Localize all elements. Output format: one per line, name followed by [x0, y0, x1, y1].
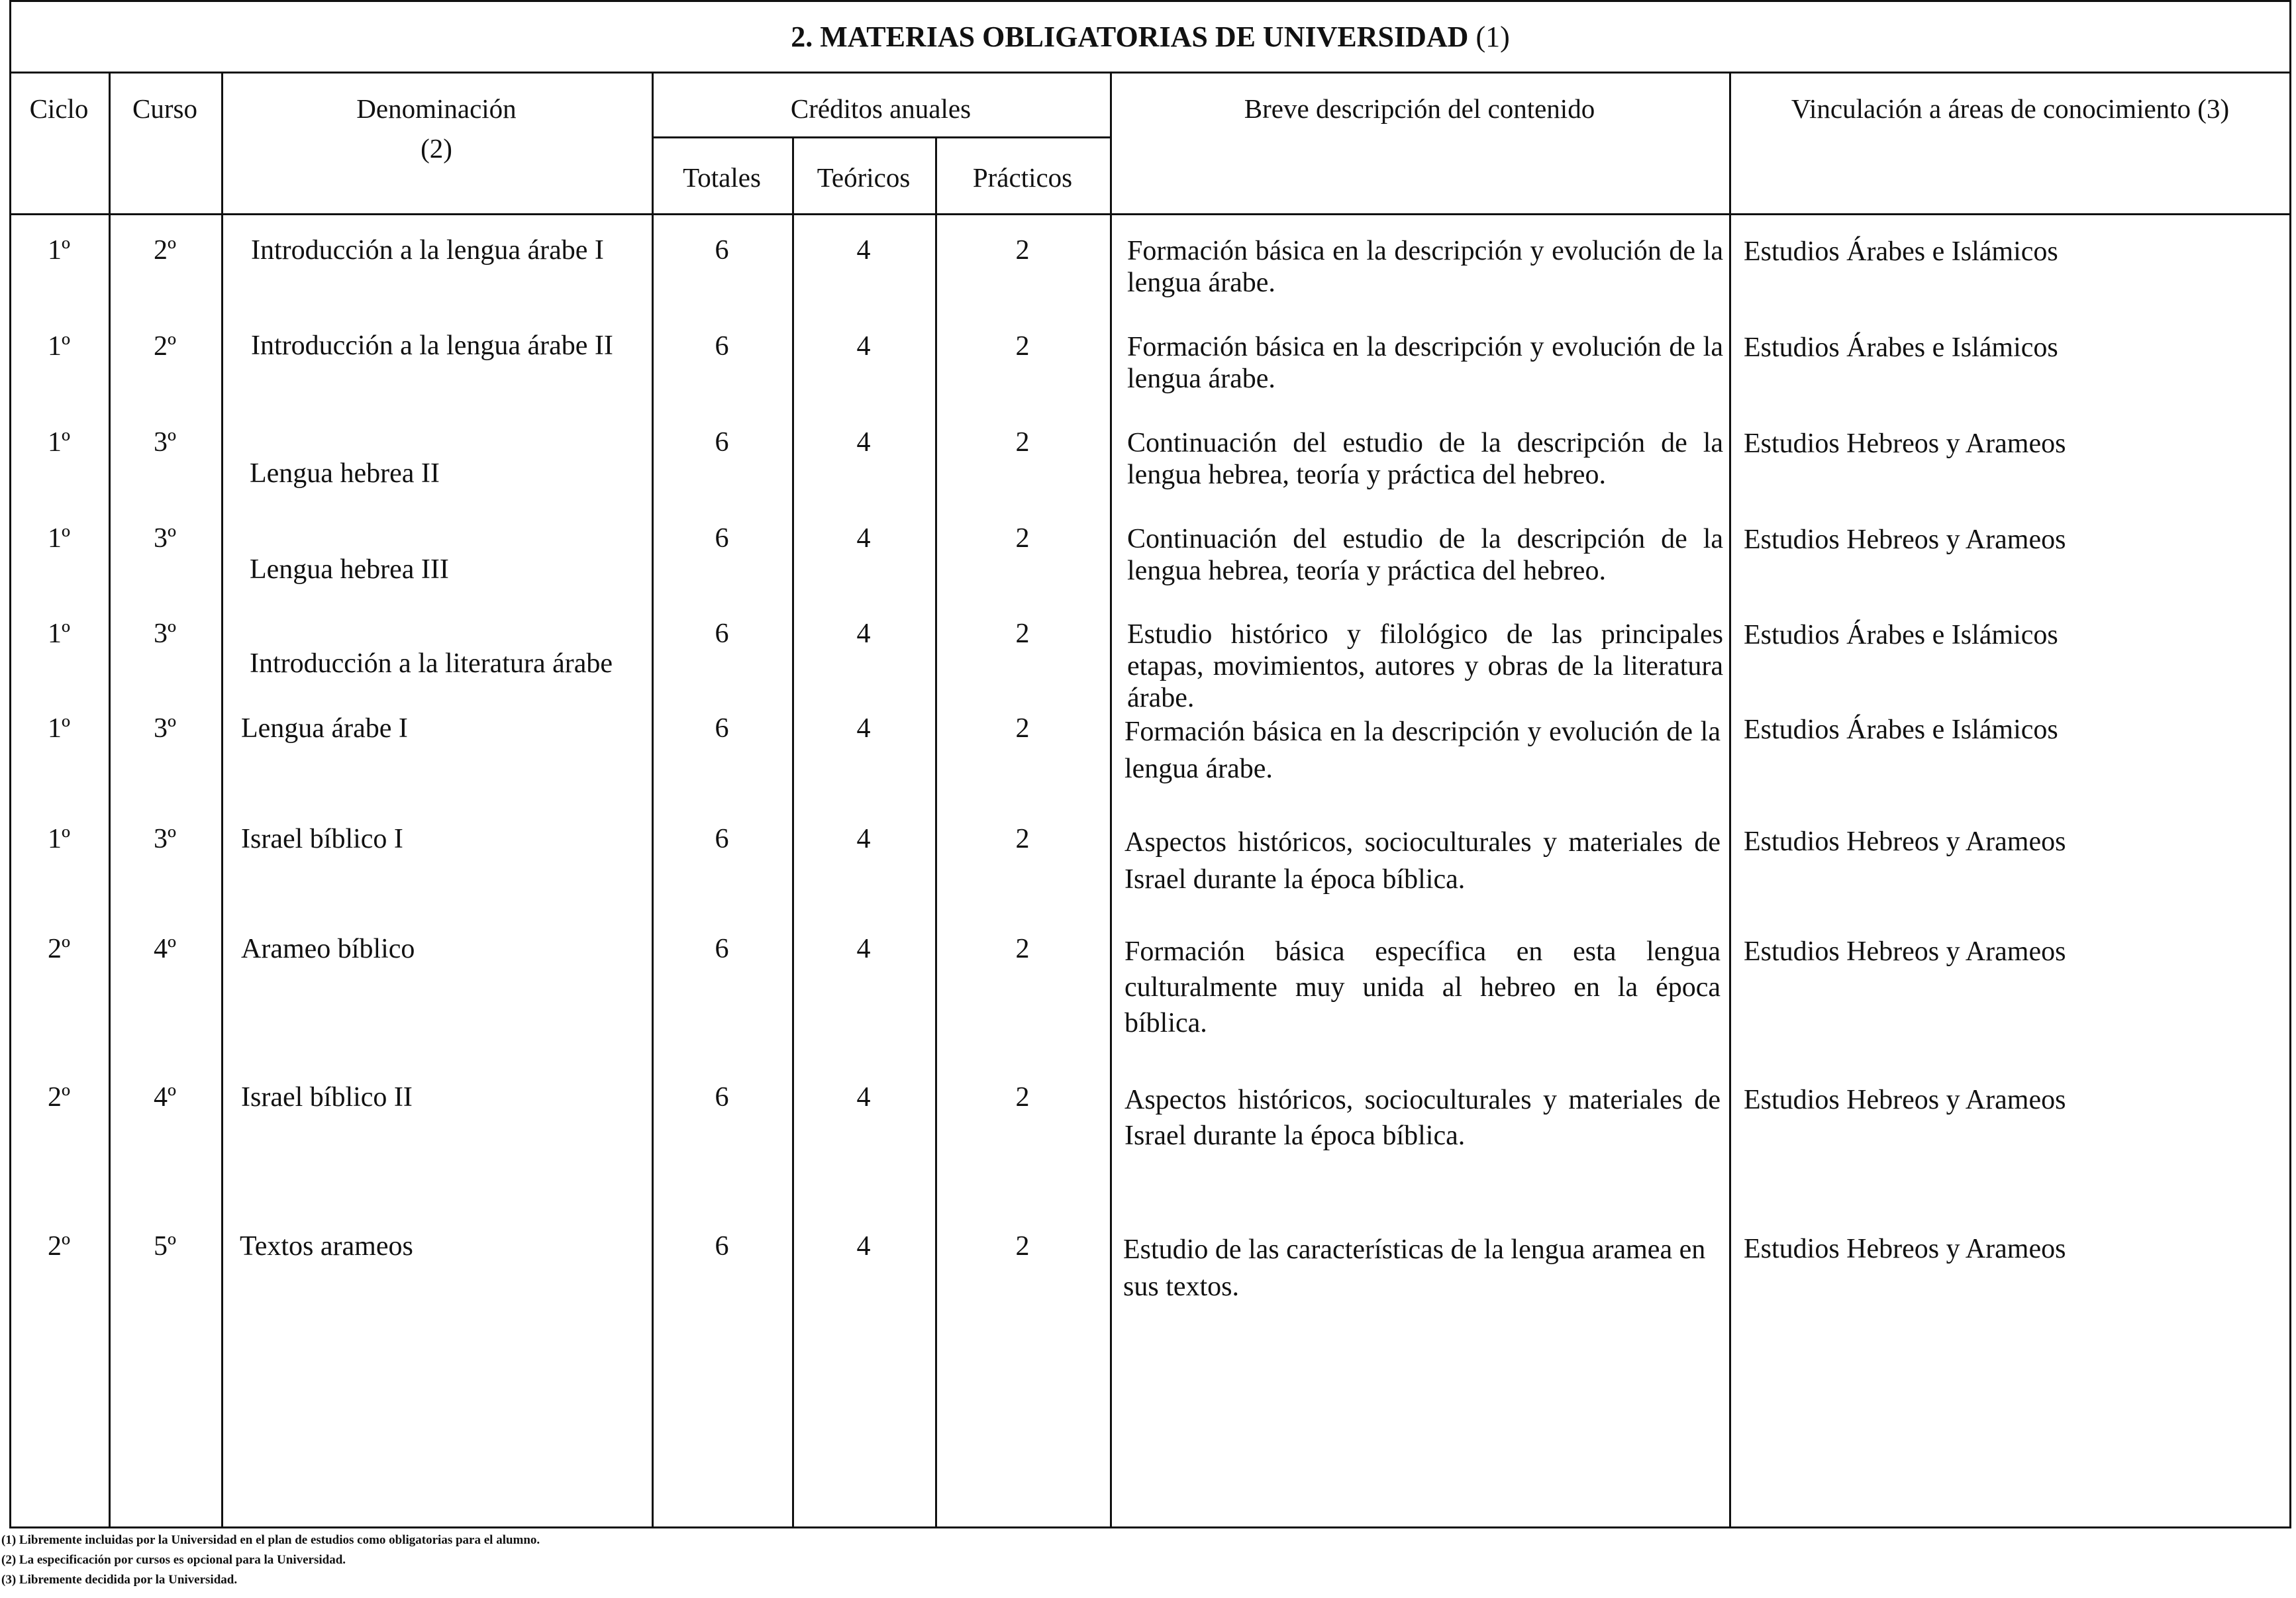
cell-vinculacion: Estudios Árabes e Islámicos — [1744, 715, 2058, 745]
cell-ciclo: 2º — [47, 1082, 71, 1113]
credits-subheader-divider — [652, 136, 1110, 138]
cell-ciclo: 1º — [47, 523, 71, 554]
cell-curso: 4º — [153, 934, 177, 964]
header-descripcion: Breve descripción del contenido — [1244, 93, 1595, 124]
cell-descripcion: Formación básica en la descripción y evolución de la lengua árabe. — [1127, 332, 1723, 394]
cell-vinculacion: Estudios Hebreos y Arameos — [1744, 1085, 2066, 1115]
cell-teoricos: 4 — [856, 713, 871, 744]
cell-teoricos: 4 — [856, 934, 871, 964]
cell-denominacion: Introducción a la lengua árabe I — [251, 235, 604, 266]
header-vinculacion: Vinculación a áreas de conocimiento (3) — [1791, 93, 2230, 124]
title-note: (1) — [1475, 21, 1510, 53]
cell-practicos: 2 — [1015, 331, 1030, 362]
cell-totales: 6 — [715, 713, 729, 744]
header-bottom-divider — [9, 213, 2291, 215]
cell-ciclo: 1º — [47, 331, 71, 362]
cell-totales: 6 — [715, 235, 729, 266]
cell-curso: 4º — [153, 1082, 177, 1113]
cell-teoricos: 4 — [856, 824, 871, 854]
cell-descripcion: Estudio histórico y filológico de las principales etapas, movimientos, autores y obras de la literatura árabe. — [1127, 619, 1723, 713]
cell-totales: 6 — [715, 619, 729, 649]
cell-descripcion: Estudio de las características de la lengua aramea en sus textos. — [1123, 1234, 1706, 1302]
cell-curso: 5º — [153, 1231, 177, 1262]
col-divider-descripcion — [1729, 72, 1731, 1528]
cell-vinculacion: Estudios Árabes e Islámicos — [1744, 236, 2058, 267]
curriculum-table — [9, 0, 2291, 1528]
col-divider-curso — [221, 72, 223, 1528]
title-divider — [9, 72, 2291, 74]
cell-denominacion: Textos arameos — [240, 1231, 413, 1262]
cell-ciclo: 1º — [47, 427, 71, 458]
cell-descripcion: Continuación del estudio de la descripción de la lengua hebrea, teoría y práctica del hebreo. — [1127, 428, 1723, 490]
cell-vinculacion: Estudios Árabes e Islámicos — [1744, 332, 2058, 363]
cell-practicos: 2 — [1015, 934, 1030, 964]
header-ciclo: Ciclo — [29, 93, 89, 124]
header-denominacion-note: (2) — [421, 133, 452, 164]
cell-practicos: 2 — [1015, 1231, 1030, 1262]
cell-curso: 3º — [153, 824, 177, 854]
cell-totales: 6 — [715, 1082, 729, 1113]
cell-ciclo: 2º — [47, 934, 71, 964]
header-denominacion: Denominación — [356, 93, 517, 124]
cell-vinculacion: Estudios Hebreos y Arameos — [1744, 524, 2066, 555]
cell-curso: 2º — [153, 235, 177, 266]
cell-descripcion: Continuación del estudio de la descripción de la lengua hebrea, teoría y práctica del hebreo. — [1127, 524, 1723, 586]
cell-practicos: 2 — [1015, 619, 1030, 649]
footnote-3: (3) Libremente decidida por la Universidad. — [1, 1573, 238, 1587]
cell-teoricos: 4 — [856, 523, 871, 554]
cell-descripcion: Formación básica en la descripción y evolución de la lengua árabe. — [1127, 236, 1723, 298]
col-divider-creditos — [1110, 72, 1112, 1528]
header-totales: Totales — [683, 162, 761, 193]
cell-totales: 6 — [715, 523, 729, 554]
cell-ciclo: 1º — [47, 824, 71, 854]
cell-totales: 6 — [715, 1231, 729, 1262]
cell-curso: 2º — [153, 331, 177, 362]
cell-ciclo: 2º — [47, 1231, 71, 1262]
cell-denominacion: Israel bíblico II — [241, 1082, 413, 1113]
cell-ciclo: 1º — [47, 235, 71, 266]
cell-denominacion: Introducción a la literatura árabe — [250, 648, 613, 679]
header-teoricos: Teóricos — [817, 162, 911, 193]
header-curso: Curso — [132, 93, 197, 124]
cell-practicos: 2 — [1015, 1082, 1030, 1113]
cell-denominacion: Lengua árabe I — [241, 713, 408, 744]
cell-curso: 3º — [153, 713, 177, 744]
cell-teoricos: 4 — [856, 1082, 871, 1113]
cell-totales: 6 — [715, 824, 729, 854]
cell-ciclo: 1º — [47, 713, 71, 744]
cell-denominacion: Introducción a la lengua árabe II — [251, 330, 613, 361]
cell-practicos: 2 — [1015, 824, 1030, 854]
cell-curso: 3º — [153, 523, 177, 554]
cell-ciclo: 1º — [47, 619, 71, 649]
cell-practicos: 2 — [1015, 235, 1030, 266]
cell-practicos: 2 — [1015, 427, 1030, 458]
table-title — [9, 17, 2291, 57]
cell-vinculacion: Estudios Hebreos y Arameos — [1744, 936, 2066, 967]
cell-vinculacion: Estudios Hebreos y Arameos — [1744, 1234, 2066, 1264]
cell-descripcion: Formación básica en la descripción y evolución de la lengua árabe. — [1124, 717, 1721, 784]
cell-teoricos: 4 — [856, 331, 871, 362]
cell-totales: 6 — [715, 427, 729, 458]
cell-vinculacion: Estudios Árabes e Islámicos — [1744, 620, 2058, 650]
cell-descripcion: Aspectos históricos, socioculturales y materiales de Israel durante la época bíblica. — [1124, 1085, 1721, 1151]
footnote-2: (2) La especificación por cursos es opcional para la Universidad. — [1, 1553, 346, 1567]
cell-teoricos: 4 — [856, 427, 871, 458]
cell-denominacion: Lengua hebrea III — [250, 554, 449, 585]
header-practicos: Prácticos — [972, 162, 1073, 193]
cell-denominacion: Israel bíblico I — [241, 824, 403, 854]
cell-practicos: 2 — [1015, 523, 1030, 554]
cell-totales: 6 — [715, 331, 729, 362]
cell-vinculacion: Estudios Hebreos y Arameos — [1744, 826, 2066, 857]
col-divider-ciclo — [109, 72, 111, 1528]
cell-practicos: 2 — [1015, 713, 1030, 744]
col-divider-denominacion — [652, 72, 654, 1528]
header-creditos: Créditos anuales — [790, 93, 972, 124]
footnote-1: (1) Libremente incluidas por la Universidad en el plan de estudios como obligatorias para el alumno. — [1, 1533, 540, 1547]
cell-descripcion: Aspectos históricos, socioculturales y materiales de Israel durante la época bíblica. — [1124, 827, 1721, 895]
cell-descripcion: Formación básica específica en esta lengua culturalmente muy unida al hebreo en la época bíblica. — [1124, 936, 1721, 1038]
cell-denominacion: Arameo bíblico — [241, 934, 415, 964]
cell-vinculacion: Estudios Hebreos y Arameos — [1744, 428, 2066, 459]
title-text: 2. MATERIAS OBLIGATORIAS DE UNIVERSIDAD — [791, 21, 1469, 53]
cell-teoricos: 4 — [856, 1231, 871, 1262]
cell-curso: 3º — [153, 427, 177, 458]
cell-denominacion: Lengua hebrea II — [250, 458, 440, 489]
cell-totales: 6 — [715, 934, 729, 964]
cell-teoricos: 4 — [856, 619, 871, 649]
cell-curso: 3º — [153, 619, 177, 649]
cell-teoricos: 4 — [856, 235, 871, 266]
